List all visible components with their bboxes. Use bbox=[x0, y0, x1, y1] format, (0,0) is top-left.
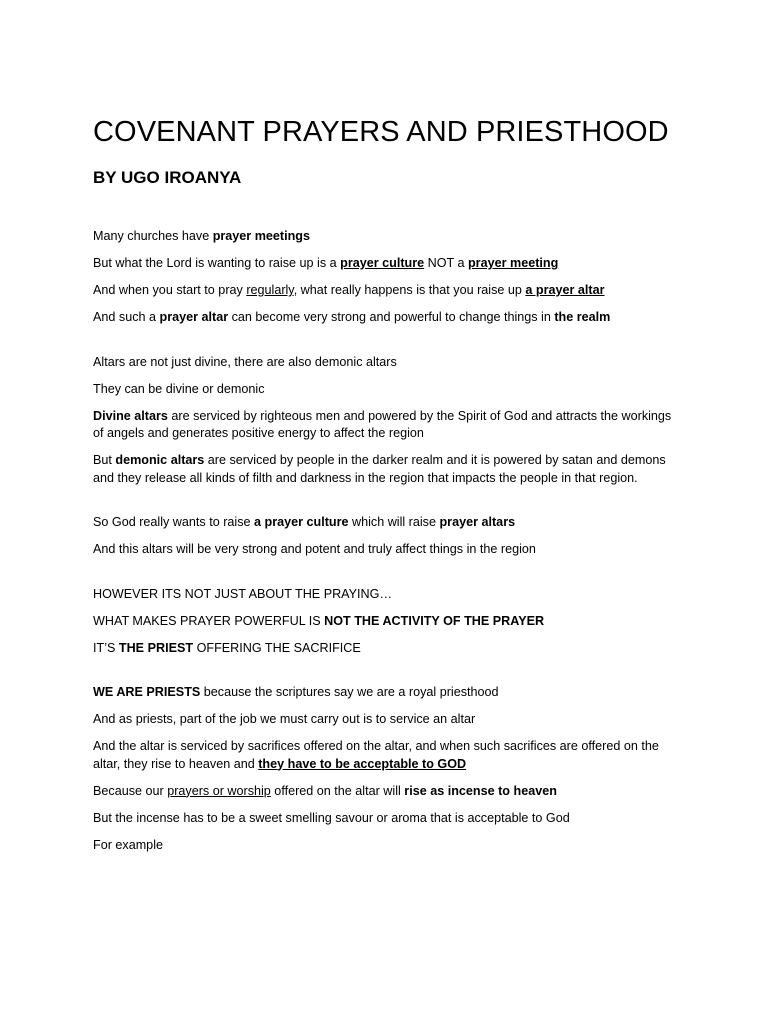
paragraph bbox=[93, 228, 683, 246]
emphasized-text: Divine altars bbox=[93, 408, 168, 423]
text-run: OFFERING THE SACRIFICE bbox=[193, 640, 361, 655]
emphasized-text: they have to be acceptable to GOD bbox=[258, 756, 467, 771]
paragraph bbox=[93, 309, 683, 327]
text-run: And as priests, part of the job we must carry out is to service an altar bbox=[93, 712, 476, 726]
text-run: are serviced by righteous men and powered by the Spirit of God and attracts the workings of angels and generates positive energy to affect the region bbox=[93, 408, 672, 440]
text-run: HOWEVER ITS NOT JUST ABOUT THE PRAYING… bbox=[93, 586, 393, 601]
paragraph bbox=[93, 354, 683, 372]
text-run: But what the Lord is wanting to raise up is a bbox=[93, 256, 341, 270]
text-run: Because our bbox=[93, 783, 168, 798]
text-run: But the incense has to be a sweet smelling savour or aroma that is acceptable to God bbox=[93, 810, 570, 825]
underlined-text: prayers or worship bbox=[167, 783, 271, 798]
paragraph bbox=[93, 684, 683, 702]
emphasized-text: NOT THE ACTIVITY OF THE PRAYER bbox=[324, 613, 545, 628]
underlined-text: regularly bbox=[246, 283, 294, 297]
document-body bbox=[93, 228, 683, 864]
paragraph bbox=[93, 640, 683, 658]
emphasized-text: a prayer culture bbox=[254, 515, 349, 529]
document-title: COVENANT PRAYERS AND PRIESTHOOD bbox=[93, 116, 669, 148]
text-run: offered on the altar will bbox=[270, 783, 405, 798]
text-run: And such a bbox=[93, 310, 160, 324]
paragraph bbox=[93, 783, 683, 801]
text-run: WHAT MAKES PRAYER POWERFUL IS bbox=[93, 613, 325, 628]
emphasized-text: rise as incense to heaven bbox=[404, 783, 557, 798]
text-run: can become very strong and powerful to change things in bbox=[228, 310, 555, 324]
paragraph bbox=[93, 837, 683, 855]
emphasized-text: WE ARE PRIESTS bbox=[93, 685, 201, 699]
paragraph bbox=[93, 711, 683, 729]
emphasized-text: prayer meetings bbox=[212, 229, 310, 243]
text-run: NOT a bbox=[424, 256, 468, 270]
emphasized-text: THE PRIEST bbox=[118, 640, 194, 655]
emphasized-text: prayer culture bbox=[340, 256, 425, 270]
document-author: BY UGO IROANYA bbox=[93, 168, 242, 187]
paragraph bbox=[93, 514, 683, 532]
text-run: , what really happens is that you raise up bbox=[293, 283, 526, 297]
paragraph bbox=[93, 282, 683, 300]
text-run: For example bbox=[93, 837, 163, 852]
text-run: are serviced by people in the darker realm and it is powered by satan and demons and they release all kinds of filth and darkness in the region that impacts the people in that region. bbox=[93, 453, 666, 485]
text-run: They can be divine or demonic bbox=[93, 381, 265, 396]
paragraph bbox=[93, 408, 683, 443]
paragraph bbox=[93, 255, 683, 273]
paragraph bbox=[93, 452, 683, 487]
emphasized-text: a prayer altar bbox=[525, 283, 605, 297]
text-run: But bbox=[93, 453, 116, 467]
paragraph bbox=[93, 541, 683, 559]
emphasized-text: prayer meeting bbox=[467, 256, 559, 270]
paragraph bbox=[93, 381, 683, 399]
text-run: Many churches have bbox=[93, 229, 213, 243]
emphasized-text: demonic altars bbox=[115, 453, 205, 467]
text-run: And this altars will be very strong and potent and truly affect things in the region bbox=[93, 542, 536, 556]
emphasized-text: the realm bbox=[554, 310, 611, 324]
paragraph bbox=[93, 586, 683, 604]
paragraph bbox=[93, 738, 683, 773]
paragraph bbox=[93, 810, 683, 828]
text-run: And the altar is serviced by sacrifices offered on the altar, and when such sacrifices are offered on the altar, they rise to heaven and bbox=[93, 739, 659, 771]
text-run: because the scriptures say we are a royal priesthood bbox=[200, 685, 499, 699]
text-run: which will raise bbox=[348, 515, 440, 529]
text-run: IT’S bbox=[93, 640, 119, 655]
text-run: So God really wants to raise bbox=[93, 515, 254, 529]
text-run: Altars are not just divine, there are also demonic altars bbox=[93, 354, 397, 369]
emphasized-text: prayer altars bbox=[439, 515, 516, 529]
text-run: And when you start to pray bbox=[93, 283, 247, 297]
emphasized-text: prayer altar bbox=[159, 310, 229, 324]
paragraph bbox=[93, 613, 683, 631]
